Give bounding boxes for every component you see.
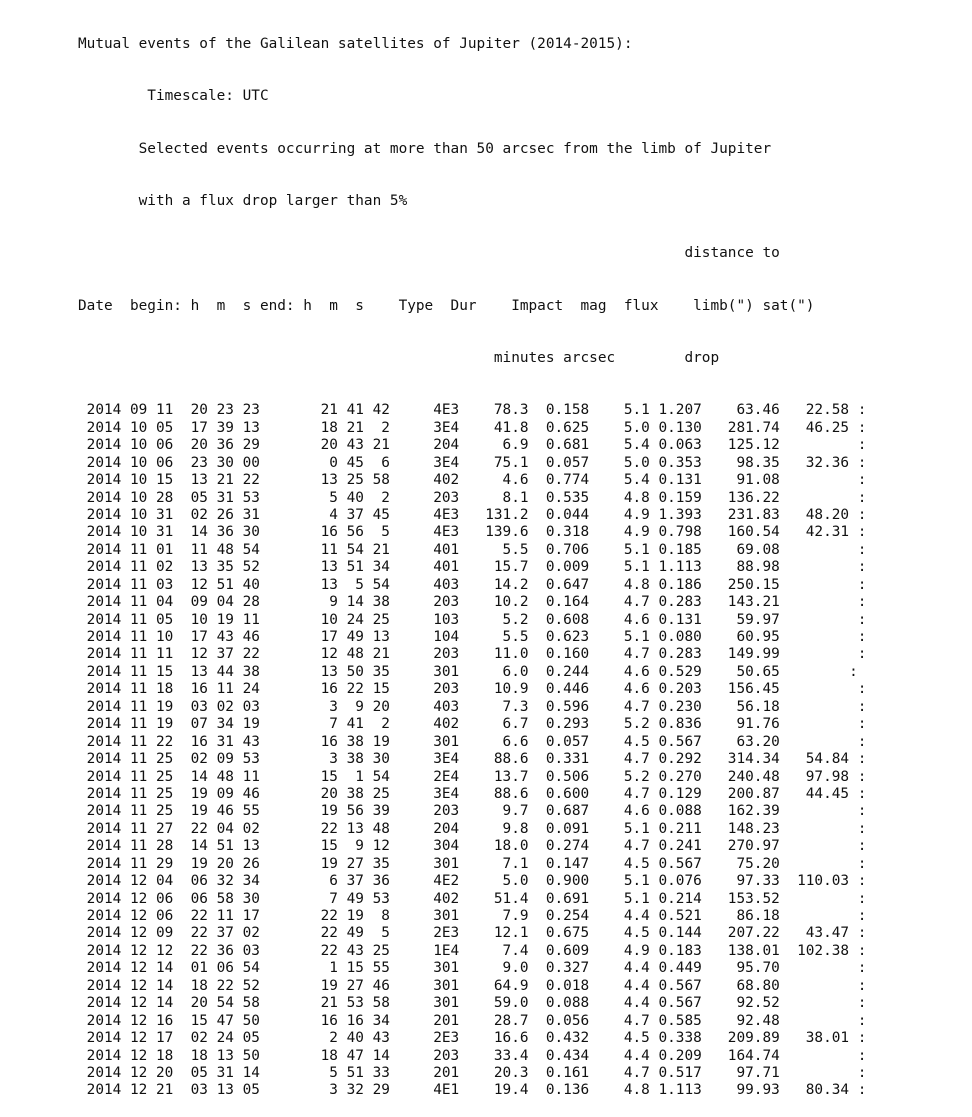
table-row: 2014 10 15 13 21 22 13 25 58 402 4.6 0.774 5.4 0.131 91.08 : (78, 472, 867, 489)
table-row: 2014 10 31 02 26 31 4 37 45 4E3 131.2 0.044 4.9 1.393 231.83 48.20 : (78, 506, 867, 523)
table-row: 2014 12 18 18 13 50 18 47 14 203 33.4 0.434 4.4 0.209 164.74 : (78, 1047, 867, 1064)
table-row: 2014 12 06 22 11 17 22 19 8 301 7.9 0.254 4.4 0.521 86.18 : (78, 908, 867, 924)
timescale-line: Timescale: UTC (78, 88, 269, 105)
text-document (78, 1, 866, 1117)
table-row: 2014 11 15 13 44 38 13 50 35 301 6.0 0.244 4.6 0.529 50.65 : (78, 663, 858, 680)
document-title: Mutual events of the Galilean satellites of Jupiter (2014-2015): (78, 35, 633, 52)
table-row: 2014 11 27 22 04 02 22 13 48 204 9.8 0.091 5.1 0.211 148.23 : (78, 820, 867, 837)
table-row: 2014 09 11 20 23 23 21 41 42 4E3 78.3 0.158 5.1 1.207 63.46 22.58 : (78, 402, 867, 419)
table-row: 2014 11 25 14 48 11 15 1 54 2E4 13.7 0.506 5.2 0.270 240.48 97.98 : (78, 768, 867, 785)
table-row: 2014 11 10 17 43 46 17 49 13 104 5.5 0.623 5.1 0.080 60.95 : (78, 629, 867, 645)
table-row: 2014 10 06 23 30 00 0 45 6 3E4 75.1 0.057 5.0 0.353 98.35 32.36 : (78, 454, 867, 471)
column-header-distance: distance to (78, 245, 780, 262)
table-row: 2014 11 25 02 09 53 3 38 30 3E4 88.6 0.331 4.7 0.292 314.34 54.84 : (78, 751, 867, 768)
table-row: 2014 10 31 14 36 30 16 56 5 4E3 139.6 0.318 4.9 0.798 160.54 42.31 : (78, 524, 867, 541)
table-row: 2014 11 05 10 19 11 10 24 25 103 5.2 0.608 4.6 0.131 59.97 : (78, 611, 867, 628)
table-row: 2014 11 04 09 04 28 9 14 38 203 10.2 0.164 4.7 0.283 143.21 : (78, 594, 867, 611)
table-row: 2014 11 02 13 35 52 13 51 34 401 15.7 0.009 5.1 1.113 88.98 : (78, 559, 867, 576)
table-row: 2014 11 25 19 09 46 20 38 25 3E4 88.6 0.600 4.7 0.129 200.87 44.45 : (78, 785, 867, 802)
table-row: 2014 12 12 22 36 03 22 43 25 1E4 7.4 0.609 4.9 0.183 138.01 102.38 : (78, 942, 867, 959)
table-row: 2014 10 28 05 31 53 5 40 2 203 8.1 0.535 4.8 0.159 136.22 : (78, 489, 867, 506)
table-row: 2014 11 11 12 37 22 12 48 21 203 11.0 0.160 4.7 0.283 149.99 : (78, 646, 867, 663)
event-rows (78, 402, 866, 1100)
column-header-units: minutes arcsec drop (78, 349, 720, 366)
table-row: 2014 10 05 17 39 13 18 21 2 3E4 41.8 0.625 5.0 0.130 281.74 46.25 : (78, 419, 867, 436)
table-row: 2014 11 22 16 31 43 16 38 19 301 6.6 0.057 4.5 0.567 63.20 : (78, 733, 867, 750)
table-row: 2014 11 28 14 51 13 15 9 12 304 18.0 0.274 4.7 0.241 270.97 : (78, 838, 867, 855)
table-row: 2014 12 14 18 22 52 19 27 46 301 64.9 0.018 4.4 0.567 68.80 : (78, 977, 867, 994)
table-row: 2014 11 03 12 51 40 13 5 54 403 14.2 0.647 4.8 0.186 250.15 : (78, 576, 867, 593)
table-row: 2014 12 14 01 06 54 1 15 55 301 9.0 0.327 4.4 0.449 95.70 : (78, 960, 867, 977)
table-row: 2014 12 17 02 24 05 2 40 43 2E3 16.6 0.432 4.5 0.338 209.89 38.01 : (78, 1030, 867, 1047)
table-row: 2014 11 19 07 34 19 7 41 2 402 6.7 0.293 5.2 0.836 91.76 : (78, 716, 867, 733)
table-row: 2014 12 16 15 47 50 16 16 34 201 28.7 0.056 4.7 0.585 92.48 : (78, 1012, 867, 1029)
table-row: 2014 12 14 20 54 58 21 53 58 301 59.0 0.088 4.4 0.567 92.52 : (78, 995, 867, 1012)
table-row: 2014 11 19 03 02 03 3 9 20 403 7.3 0.596 4.7 0.230 56.18 : (78, 698, 867, 715)
table-row: 2014 11 29 19 20 26 19 27 35 301 7.1 0.147 4.5 0.567 75.20 : (78, 855, 867, 872)
table-row: 2014 11 01 11 48 54 11 54 21 401 5.5 0.706 5.1 0.185 69.08 : (78, 541, 867, 558)
table-row: 2014 12 21 03 13 05 3 32 29 4E1 19.4 0.136 4.8 1.113 99.93 80.34 : (78, 1082, 867, 1099)
selection-line-1: Selected events occurring at more than 50 arcsec from the limb of Jupiter (78, 140, 772, 157)
table-row: 2014 11 25 19 46 55 19 56 39 203 9.7 0.687 4.6 0.088 162.39 : (78, 803, 867, 820)
table-row: 2014 12 04 06 32 34 6 37 36 4E2 5.0 0.900 5.1 0.076 97.33 110.03 : (78, 873, 867, 890)
table-row: 2014 11 18 16 11 24 16 22 15 203 10.9 0.446 4.6 0.203 156.45 : (78, 681, 867, 698)
table-row: 2014 12 06 06 58 30 7 49 53 402 51.4 0.691 5.1 0.214 153.52 : (78, 890, 867, 907)
selection-line-2: with a flux drop larger than 5% (78, 192, 408, 209)
table-row: 2014 12 20 05 31 14 5 51 33 201 20.3 0.161 4.7 0.517 97.71 : (78, 1064, 867, 1081)
column-header-main: Date begin: h m s end: h m s Type Dur Impact mag flux limb(") sat(") (78, 297, 815, 314)
table-row: 2014 10 06 20 36 29 20 43 21 204 6.9 0.681 5.4 0.063 125.12 : (78, 437, 867, 454)
table-row: 2014 12 09 22 37 02 22 49 5 2E3 12.1 0.675 4.5 0.144 207.22 43.47 : (78, 925, 867, 942)
